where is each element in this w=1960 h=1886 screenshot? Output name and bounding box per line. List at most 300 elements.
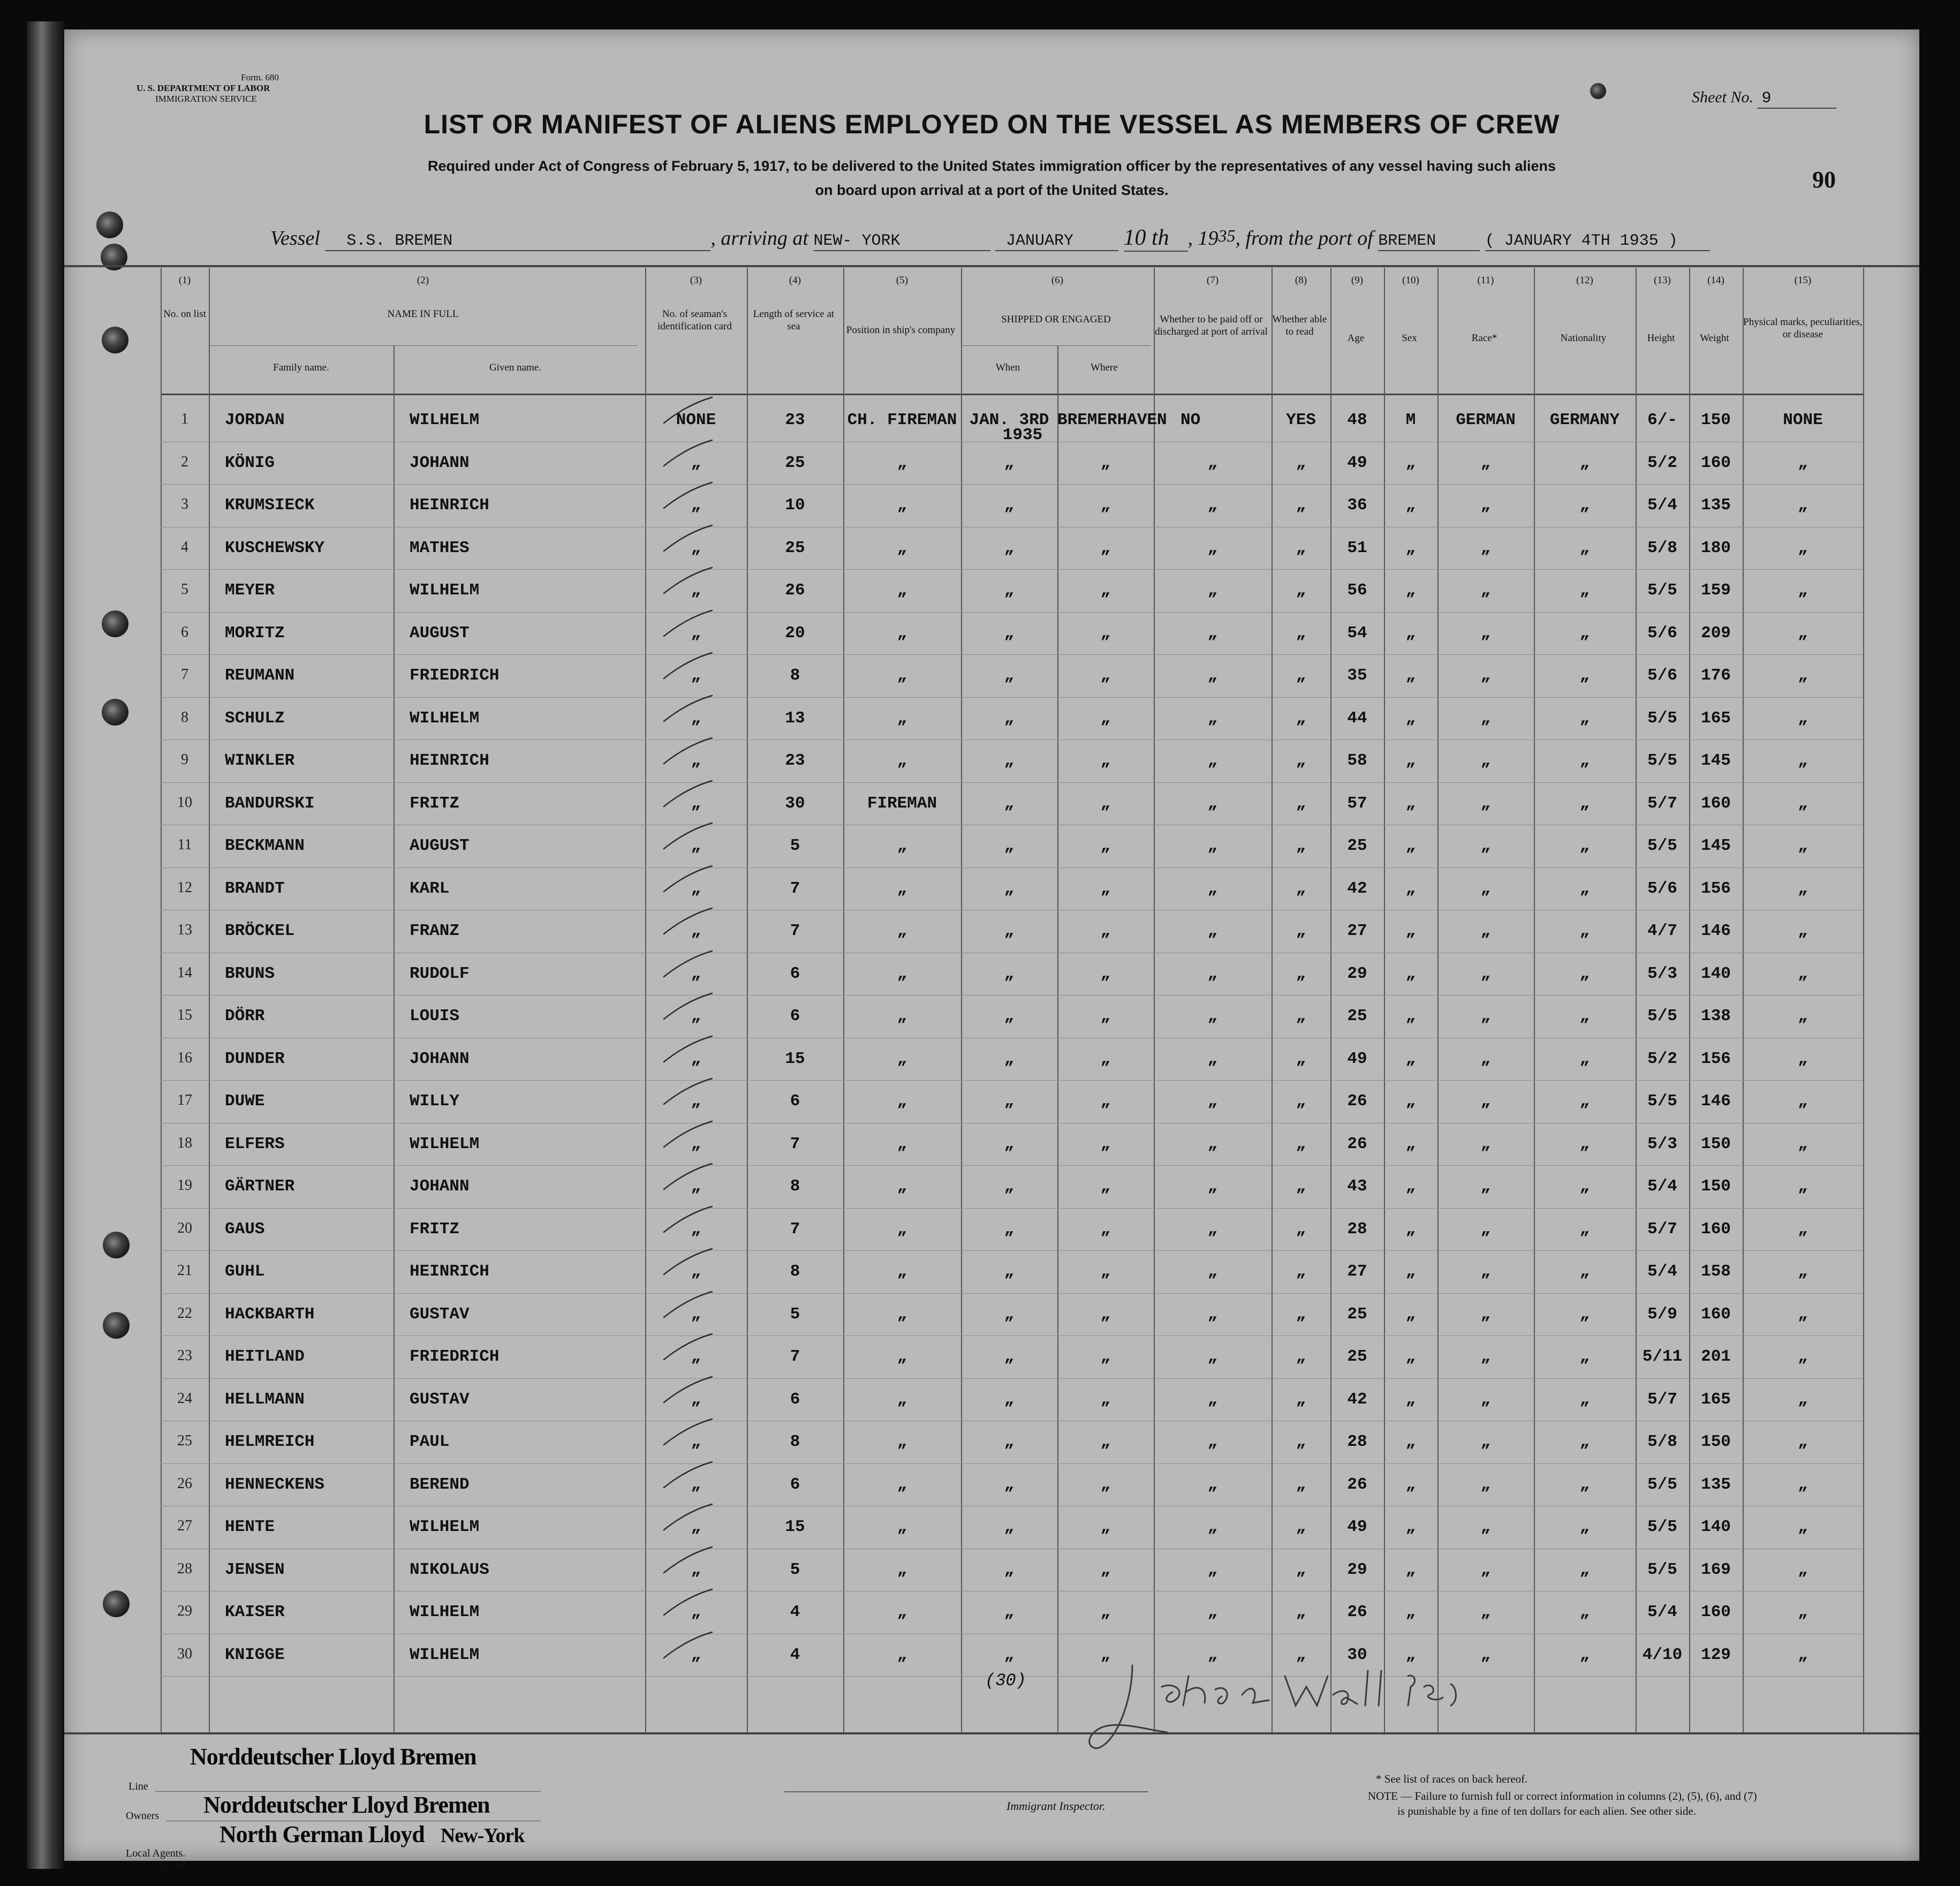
cell-weight: 201 — [1701, 1347, 1731, 1366]
inspector-label: Immigrant Inspector. — [1007, 1799, 1106, 1813]
check-mark-icon — [653, 1546, 723, 1578]
cell-given: WILHELM — [410, 1645, 480, 1664]
header-id-card: No. of seaman's identification card — [657, 308, 732, 332]
cell-read: „ — [1296, 964, 1306, 983]
column-number: (12) — [1576, 275, 1593, 286]
cell-age: 42 — [1347, 879, 1367, 898]
cell-height: 5/2 — [1647, 1049, 1677, 1068]
cell-service: 6 — [790, 1092, 800, 1111]
cell-no: 21 — [177, 1262, 192, 1279]
row-rule — [161, 1463, 1863, 1464]
cell-when: „ — [1004, 794, 1015, 813]
cell-no: 23 — [177, 1347, 192, 1364]
cell-card: „ — [691, 538, 701, 557]
column-rule — [747, 268, 748, 1732]
cell-when: „ — [1004, 623, 1015, 643]
note-text-2: is punishable by a fine of ten dollars for each alien. See other side. — [1397, 1805, 1697, 1817]
cell-height: 5/4 — [1647, 1262, 1677, 1281]
line-stamp: Norddeutscher Lloyd Bremen — [190, 1744, 476, 1770]
cell-family: MORITZ — [225, 623, 285, 643]
cell-paid: „ — [1207, 1603, 1218, 1621]
cell-marks: „ — [1798, 1475, 1808, 1494]
cell-nationality: „ — [1579, 1219, 1590, 1239]
cell-race: „ — [1480, 1134, 1491, 1153]
column-rule — [393, 345, 395, 1732]
cell-position: „ — [897, 1645, 907, 1664]
cell-marks: „ — [1798, 496, 1808, 515]
cell-no: 24 — [177, 1390, 192, 1407]
cell-race: „ — [1480, 1262, 1491, 1281]
cell-nationality: „ — [1579, 1262, 1590, 1281]
cell-height: 5/8 — [1647, 538, 1677, 557]
cell-height: 5/4 — [1647, 1603, 1677, 1621]
cell-race: „ — [1480, 1432, 1491, 1451]
cell-no: 9 — [181, 751, 188, 768]
cell-marks: „ — [1798, 964, 1808, 983]
cell-where: „ — [1100, 1304, 1111, 1324]
cell-card: „ — [691, 836, 701, 855]
cell-paid: „ — [1207, 1134, 1218, 1153]
cell-age: 44 — [1347, 708, 1367, 728]
cell-height: 5/5 — [1647, 836, 1677, 855]
cell-card: „ — [691, 1432, 701, 1451]
header-height: Height — [1647, 333, 1675, 344]
manifest-sheet — [64, 29, 1919, 1869]
cell-no: 30 — [177, 1645, 192, 1662]
cell-read: „ — [1296, 666, 1306, 685]
column-rule — [1330, 268, 1331, 1732]
cell-height: 5/5 — [1647, 1475, 1677, 1494]
row-rule — [161, 1080, 1863, 1081]
cell-service: 7 — [790, 1347, 800, 1366]
cell-nationality: „ — [1579, 1177, 1590, 1196]
cell-height: 4/7 — [1647, 922, 1677, 940]
cell-no: 10 — [177, 794, 192, 811]
cell-family: REUMANN — [225, 666, 295, 685]
column-number: (6) — [1051, 275, 1064, 286]
cell-given: GUSTAV — [410, 1304, 470, 1324]
cell-family: KNIGGE — [225, 1645, 285, 1664]
cell-card: „ — [691, 1262, 701, 1281]
cell-when: „ — [1004, 1177, 1015, 1196]
column-number: (1) — [178, 275, 191, 286]
cell-no: 6 — [181, 623, 188, 640]
cell-marks: „ — [1798, 623, 1808, 643]
cell-service: 15 — [785, 1049, 805, 1068]
race-note: * See list of races on back hereof. — [1376, 1772, 1528, 1785]
cell-weight: 146 — [1701, 922, 1731, 940]
header-length-service: Length of service at sea — [753, 308, 835, 332]
cell-weight: 209 — [1701, 623, 1731, 643]
cell-family: JORDAN — [225, 411, 285, 429]
cell-sex: „ — [1405, 1049, 1416, 1068]
cell-race: „ — [1480, 964, 1491, 983]
cell-read: „ — [1296, 581, 1306, 600]
column-rule — [161, 268, 162, 1732]
cell-race: „ — [1480, 1390, 1491, 1409]
owners-stamp: Norddeutscher Lloyd Bremen — [203, 1792, 490, 1818]
cell-where: „ — [1100, 453, 1111, 472]
cell-age: 25 — [1347, 1304, 1367, 1324]
column-number: (14) — [1707, 275, 1724, 286]
cell-paid: „ — [1207, 1560, 1218, 1579]
cell-age: 49 — [1347, 1049, 1367, 1068]
cell-weight: 135 — [1701, 496, 1731, 515]
cell-no: 19 — [177, 1177, 192, 1194]
header-race: Race* — [1471, 333, 1497, 344]
row-rule — [161, 654, 1863, 655]
cell-nationality: „ — [1579, 1603, 1590, 1621]
cell-when: „ — [1004, 1390, 1015, 1409]
header-paid-off: Whether to be paid off or discharged at port of arrival — [1155, 314, 1268, 337]
cell-where: „ — [1100, 879, 1111, 898]
cell-sex: „ — [1405, 1560, 1416, 1579]
cell-race: „ — [1480, 1475, 1491, 1494]
cell-when: „ — [1004, 1007, 1015, 1025]
cell-service: 10 — [785, 496, 805, 515]
cell-race: „ — [1480, 538, 1491, 557]
column-number: (5) — [896, 275, 909, 286]
cell-paid: „ — [1207, 453, 1218, 472]
cell-paid: „ — [1207, 1262, 1218, 1281]
cell-card: „ — [691, 1134, 701, 1153]
column-number: (11) — [1477, 275, 1494, 286]
cell-height: 5/4 — [1647, 496, 1677, 515]
cell-weight: 150 — [1701, 411, 1731, 429]
cell-sex: „ — [1405, 1603, 1416, 1621]
cell-read: „ — [1296, 751, 1306, 770]
cell-card: „ — [691, 751, 701, 770]
cell-sex: M — [1405, 411, 1416, 429]
cell-height: 5/5 — [1647, 1007, 1677, 1025]
vessel-line — [270, 225, 1710, 252]
cell-family: BECKMANN — [225, 836, 305, 855]
cell-family: GÄRTNER — [225, 1177, 295, 1196]
header-where: Where — [1091, 362, 1118, 373]
cell-paid: „ — [1207, 666, 1218, 685]
cell-paid: „ — [1207, 879, 1218, 898]
cell-marks: „ — [1798, 1262, 1808, 1281]
check-mark-icon — [653, 695, 723, 727]
cell-sex: „ — [1405, 964, 1416, 983]
cell-marks: NONE — [1783, 411, 1823, 429]
cell-age: 26 — [1347, 1475, 1367, 1494]
cell-position: „ — [897, 496, 907, 515]
sheet-label — [1692, 88, 1836, 109]
cell-read: „ — [1296, 1390, 1306, 1409]
cell-race: „ — [1480, 666, 1491, 685]
cell-no: 29 — [177, 1603, 192, 1619]
arriving-port: NEW- YORK — [814, 232, 990, 251]
column-number: (10) — [1402, 275, 1419, 286]
cell-position: „ — [897, 538, 907, 557]
cell-marks: „ — [1798, 1304, 1808, 1324]
line-label: Line — [128, 1781, 148, 1792]
cell-family: KUSCHEWSKY — [225, 538, 325, 557]
cell-card: „ — [691, 794, 701, 813]
cell-nationality: „ — [1579, 1560, 1590, 1579]
agents-label: Local Agents. — [126, 1847, 186, 1859]
cell-paid: „ — [1207, 538, 1218, 557]
cell-no: 26 — [177, 1475, 192, 1492]
cell-age: 36 — [1347, 496, 1367, 515]
header-when: When — [995, 362, 1020, 373]
check-mark-icon — [653, 1205, 723, 1238]
cell-sex: „ — [1405, 1432, 1416, 1451]
cell-nationality: „ — [1579, 496, 1590, 515]
cell-nationality: „ — [1579, 1092, 1590, 1111]
header-no-on-list: No. on list — [163, 308, 206, 320]
cell-given: FRIEDRICH — [410, 1347, 500, 1366]
cell-paid: „ — [1207, 1518, 1218, 1536]
punch-hole — [1590, 83, 1606, 99]
cell-nationality: „ — [1579, 666, 1590, 685]
cell-paid: NO — [1180, 411, 1201, 429]
check-mark-icon — [653, 1588, 723, 1620]
cell-where: „ — [1100, 1262, 1111, 1281]
cell-age: 28 — [1347, 1219, 1367, 1239]
cell-given: WILHELM — [410, 411, 480, 429]
cell-race: „ — [1480, 581, 1491, 600]
cell-position: „ — [897, 1177, 907, 1196]
cell-service: 4 — [790, 1645, 800, 1664]
cell-service: 5 — [790, 1560, 800, 1579]
column-rule — [1384, 268, 1385, 1732]
departure-date: ( JANUARY 4TH 1935 ) — [1485, 232, 1710, 251]
cell-card: „ — [691, 922, 701, 940]
column-number: (7) — [1206, 275, 1219, 286]
check-mark-icon — [653, 567, 723, 599]
cell-sex: „ — [1405, 453, 1416, 472]
cell-height: 5/7 — [1647, 1390, 1677, 1409]
check-mark-icon — [653, 1376, 723, 1408]
cell-when: „ — [1004, 879, 1015, 898]
cell-age: 35 — [1347, 666, 1367, 685]
cell-age: 54 — [1347, 623, 1367, 643]
cell-when: „ — [1004, 922, 1015, 940]
cell-read: „ — [1296, 1304, 1306, 1324]
cell-nationality: „ — [1579, 1475, 1590, 1494]
column-rule — [1437, 268, 1439, 1732]
cell-weight: 160 — [1701, 453, 1731, 472]
cell-read: „ — [1296, 879, 1306, 898]
cell-weight: 160 — [1701, 794, 1731, 813]
cell-position: „ — [897, 1603, 907, 1621]
cell-nationality: „ — [1579, 1518, 1590, 1536]
cell-card: „ — [691, 453, 701, 472]
cell-when: „ — [1004, 1304, 1015, 1324]
cell-service: 5 — [790, 836, 800, 855]
cell-sex: „ — [1405, 1518, 1416, 1536]
cell-sex: „ — [1405, 1347, 1416, 1366]
cell-paid: „ — [1207, 1645, 1218, 1664]
cell-family: HACKBARTH — [225, 1304, 315, 1324]
cell-sex: „ — [1405, 666, 1416, 685]
cell-age: 42 — [1347, 1390, 1367, 1409]
cell-when-year: 1935 — [1002, 426, 1043, 444]
cell-when: JAN. 3RD — [969, 411, 1049, 429]
cell-sex: „ — [1405, 1219, 1416, 1239]
cell-nationality: „ — [1579, 879, 1590, 898]
cell-where: „ — [1100, 1007, 1111, 1025]
cell-read: „ — [1296, 1518, 1306, 1536]
cell-when: „ — [1004, 1134, 1015, 1153]
check-mark-icon — [653, 1461, 723, 1493]
row-rule — [161, 867, 1863, 868]
owners-label: Owners — [126, 1810, 160, 1822]
arriving-label: , arriving at — [710, 227, 808, 250]
cell-read: „ — [1296, 1645, 1306, 1664]
cell-given: HEINRICH — [410, 751, 489, 770]
cell-read: „ — [1296, 1603, 1306, 1621]
cell-family: ELFERS — [225, 1134, 285, 1153]
cell-paid: „ — [1207, 794, 1218, 813]
cell-marks: „ — [1798, 1645, 1808, 1664]
cell-weight: 180 — [1701, 538, 1731, 557]
cell-service: 5 — [790, 1304, 800, 1324]
cell-weight: 135 — [1701, 1475, 1731, 1494]
cell-no: 12 — [177, 879, 192, 896]
form-subtitle-line2: on board upon arrival at a port of the United States. — [815, 182, 1169, 198]
cell-when: „ — [1004, 666, 1015, 685]
cell-weight: 140 — [1701, 1518, 1731, 1536]
cell-read: „ — [1296, 1475, 1306, 1494]
cell-height: 5/5 — [1647, 1518, 1677, 1536]
cell-weight: 165 — [1701, 1390, 1731, 1409]
agents-city: New-York — [440, 1824, 525, 1847]
cell-when: „ — [1004, 1560, 1015, 1579]
cell-race: „ — [1480, 836, 1491, 855]
check-mark-icon — [653, 780, 723, 812]
agents-name: North German Lloyd — [220, 1821, 425, 1847]
header-able-read: Whether able to read — [1272, 314, 1327, 337]
cell-service: 8 — [790, 666, 800, 685]
cell-age: 56 — [1347, 581, 1367, 600]
cell-read: „ — [1296, 836, 1306, 855]
check-mark-icon — [653, 1077, 723, 1110]
cell-where: „ — [1100, 1603, 1111, 1621]
cell-service: 13 — [785, 708, 805, 728]
cell-sex: „ — [1405, 538, 1416, 557]
cell-weight: 159 — [1701, 581, 1731, 600]
cell-weight: 156 — [1701, 1049, 1731, 1068]
cell-card: „ — [691, 879, 701, 898]
cell-given: WILHELM — [410, 1518, 480, 1536]
cell-service: 7 — [790, 1134, 800, 1153]
inspector-signature-scribble — [1081, 1655, 1488, 1762]
cell-no: 16 — [177, 1049, 192, 1066]
cell-given: FRANZ — [410, 922, 460, 940]
header-weight: Weight — [1700, 333, 1729, 344]
cell-position: „ — [897, 836, 907, 855]
cell-position: „ — [897, 1262, 907, 1281]
cell-no: 8 — [181, 708, 188, 726]
cell-card: „ — [691, 1219, 701, 1239]
cell-sex: „ — [1405, 1390, 1416, 1409]
cell-nationality: „ — [1579, 751, 1590, 770]
cell-family: GAUS — [225, 1219, 265, 1239]
cell-marks: „ — [1798, 581, 1808, 600]
cell-paid: „ — [1207, 751, 1218, 770]
cell-family: HELMREICH — [225, 1432, 315, 1451]
cell-card: „ — [691, 1304, 701, 1324]
cell-nationality: „ — [1579, 1347, 1590, 1366]
cell-race: „ — [1480, 794, 1491, 813]
check-mark-icon — [653, 822, 723, 854]
row-rule — [161, 1208, 1863, 1209]
year-prefix: , 19 — [1187, 227, 1219, 250]
cell-race: „ — [1480, 496, 1491, 515]
column-number: (2) — [417, 275, 429, 286]
cell-weight: 160 — [1701, 1603, 1731, 1621]
column-number: (3) — [690, 275, 702, 286]
cell-given: JOHANN — [410, 1177, 470, 1196]
header-physical-marks: Physical marks, peculiarities, or disease — [1743, 316, 1863, 340]
check-mark-icon — [653, 524, 723, 556]
cell-no: 1 — [181, 411, 188, 427]
cell-age: 51 — [1347, 538, 1367, 557]
cell-family: DUWE — [225, 1092, 265, 1111]
sheet-number: 9 — [1757, 89, 1836, 109]
cell-position: „ — [897, 581, 907, 600]
cell-given: BEREND — [410, 1475, 470, 1494]
cell-height: 6/- — [1647, 411, 1677, 429]
cell-sex: „ — [1405, 1177, 1416, 1196]
cell-weight: 145 — [1701, 751, 1731, 770]
cell-race: „ — [1480, 1304, 1491, 1324]
header-age: Age — [1347, 333, 1365, 344]
column-rule — [961, 268, 962, 1732]
cell-no: 25 — [177, 1432, 192, 1449]
cell-age: 26 — [1347, 1134, 1367, 1153]
cell-sex: „ — [1405, 1134, 1416, 1153]
cell-race: GERMAN — [1456, 411, 1516, 429]
cell-marks: „ — [1798, 708, 1808, 728]
check-mark-icon — [653, 1503, 723, 1535]
cell-family: HENNECKENS — [225, 1475, 325, 1494]
cell-when: „ — [1004, 964, 1015, 983]
cell-height: 5/7 — [1647, 1219, 1677, 1239]
cell-race: „ — [1480, 1347, 1491, 1366]
cell-paid: „ — [1207, 708, 1218, 728]
cell-card: NONE — [676, 411, 716, 429]
cell-where: „ — [1100, 496, 1111, 515]
service-label: IMMIGRATION SERVICE — [155, 94, 257, 104]
cell-card: „ — [691, 666, 701, 685]
cell-service: 6 — [790, 1007, 800, 1025]
cell-position: „ — [897, 1560, 907, 1579]
cell-race: „ — [1480, 453, 1491, 472]
cell-where: „ — [1100, 922, 1111, 940]
cell-given: KARL — [410, 879, 450, 898]
cell-no: 20 — [177, 1219, 192, 1236]
cell-read: „ — [1296, 1347, 1306, 1366]
column-number: (8) — [1295, 275, 1307, 286]
cell-paid: „ — [1207, 1432, 1218, 1451]
cell-read: „ — [1296, 1134, 1306, 1153]
cell-no: 3 — [181, 496, 188, 512]
check-mark-icon — [653, 439, 723, 471]
cell-height: 5/6 — [1647, 666, 1677, 685]
table-top-rule — [64, 265, 1919, 267]
cell-service: 8 — [790, 1432, 800, 1451]
year-suffix: 35 — [1218, 226, 1236, 245]
cell-position: „ — [897, 666, 907, 685]
cell-age: 26 — [1347, 1603, 1367, 1621]
cell-height: 5/2 — [1647, 453, 1677, 472]
cell-nationality: „ — [1579, 1432, 1590, 1451]
check-mark-icon — [653, 907, 723, 939]
